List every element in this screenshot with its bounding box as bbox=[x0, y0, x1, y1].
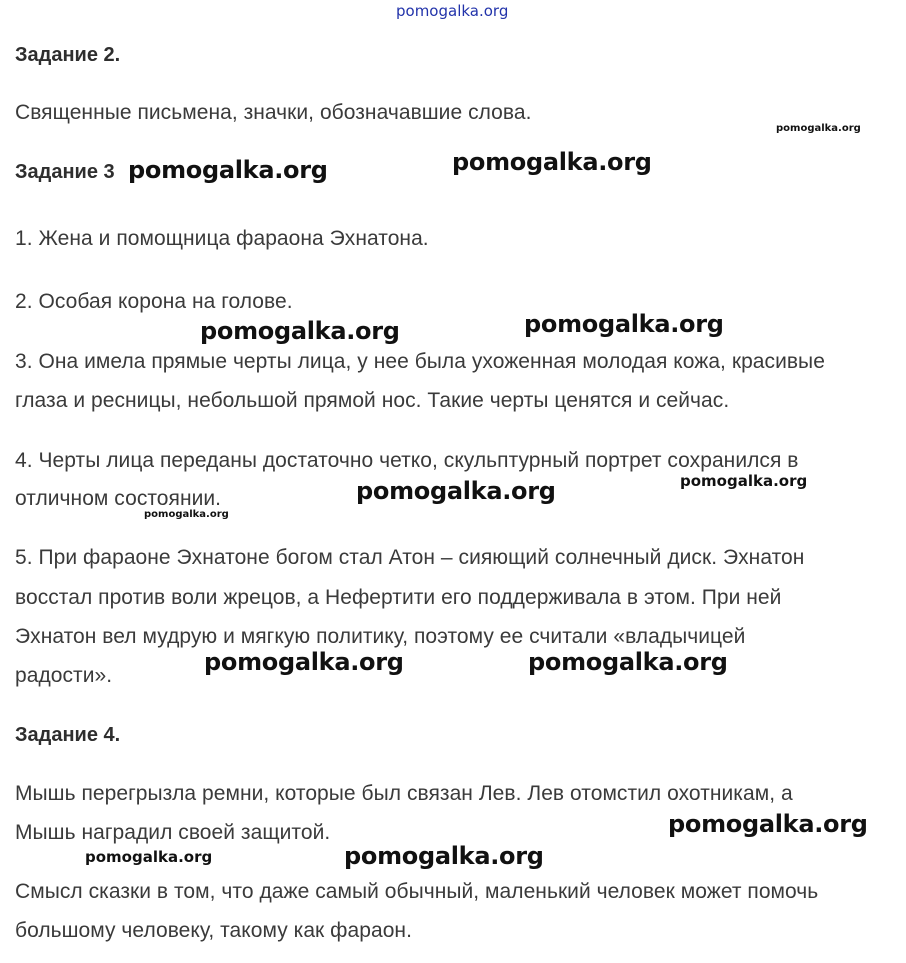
watermark-medium: pomogalka.org bbox=[85, 848, 213, 866]
watermark-large: pomogalka.org bbox=[524, 310, 724, 338]
task-3-item-1: 1. Жена и помощница фараона Эхнатона. bbox=[15, 227, 429, 250]
task-3-heading: Задание 3 bbox=[15, 161, 115, 183]
watermark-large: pomogalka.org bbox=[356, 477, 556, 505]
watermark-large: pomogalka.org bbox=[200, 317, 400, 345]
watermark-large: pomogalka.org bbox=[344, 842, 544, 870]
watermark-medium: pomogalka.org bbox=[680, 472, 808, 490]
task-4-line-1: Мышь перегрызла ремни, которые был связан Лев. Лев отомстил охотникам, а bbox=[15, 782, 793, 805]
watermark-large: pomogalka.org bbox=[452, 148, 652, 176]
watermark-small: pomogalka.org bbox=[776, 123, 861, 134]
watermark-small: pomogalka.org bbox=[144, 509, 229, 520]
task-2-heading: Задание 2. bbox=[15, 44, 121, 66]
task-3-item-3-line-1: 3. Она имела прямые черты лица, у нее была ухоженная молодая кожа, красивые bbox=[15, 350, 825, 373]
task-4-line-3: Смысл сказки в том, что даже самый обычный, маленький человек может помочь bbox=[15, 880, 819, 903]
task-4-heading: Задание 4. bbox=[15, 724, 121, 746]
task-3-item-5-line-4: радости». bbox=[15, 664, 113, 687]
task-3-item-3-line-2: глаза и ресницы, небольшой прямой нос. Такие черты ценятся и сейчас. bbox=[15, 389, 730, 412]
watermark-large: pomogalka.org bbox=[668, 810, 868, 838]
task-3-item-2: 2. Особая корона на голове. bbox=[15, 290, 293, 313]
watermark-large: pomogalka.org bbox=[528, 648, 728, 676]
task-3-item-5-line-2: восстал против воли жрецов, а Нефертити его поддерживала в этом. При ней bbox=[15, 586, 782, 609]
task-3-item-5-line-1: 5. При фараоне Эхнатоне богом стал Атон – сияющий солнечный диск. Эхнатон bbox=[15, 546, 805, 569]
task-2-answer: Священные письмена, значки, обозначавшие слова. bbox=[15, 101, 532, 124]
task-3-item-4-line-2: отличном состоянии. bbox=[15, 487, 222, 510]
watermark-large: pomogalka.org bbox=[204, 648, 404, 676]
watermark-top: pomogalka.org bbox=[396, 2, 509, 20]
task-3-item-5-line-3: Эхнатон вел мудрую и мягкую политику, поэтому ее считали «владычицей bbox=[15, 625, 746, 648]
task-3-item-4-line-1: 4. Черты лица переданы достаточно четко, скульптурный портрет сохранился в bbox=[15, 449, 799, 472]
task-4-line-4: большому человеку, такому как фараон. bbox=[15, 919, 412, 942]
task-4-line-2: Мышь наградил своей защитой. bbox=[15, 821, 331, 844]
watermark-large: pomogalka.org bbox=[128, 156, 328, 184]
